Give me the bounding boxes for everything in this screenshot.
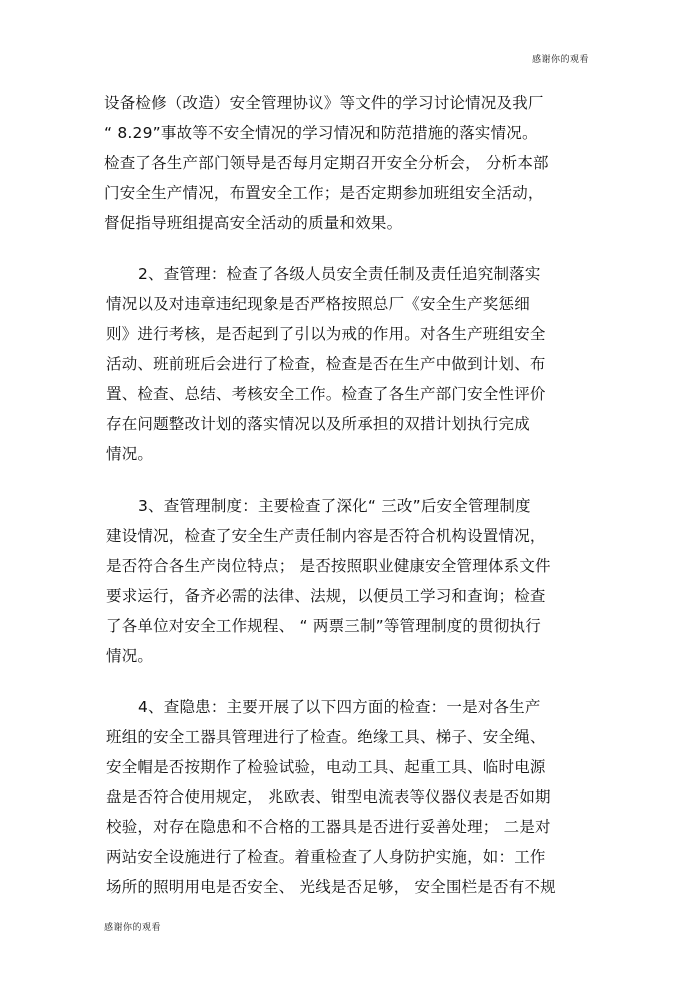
text-line: 要求运行，备齐必需的法律、法规，以便员工学习和查询；检查 bbox=[106, 587, 546, 605]
text-line: 盘是否符合使用规定， 兆欧表、钳型电流表等仪器仪表是否如期 bbox=[106, 788, 551, 806]
text-line: “ 8.29”事故等不安全情况的学习情况和防范措施的落实情况。 bbox=[104, 124, 538, 142]
footer-note: 感谢你的观看 bbox=[104, 923, 162, 933]
text-line: 存在问题整改计划的落实情况以及所承担的双措计划执行完成 bbox=[106, 415, 530, 433]
text-line: 4、查隐患：主要开展了以下四方面的检查：一是对各生产 bbox=[138, 698, 541, 716]
text-line: 3、查管理制度：主要检查了深化“ 三改”后安全管理制度 bbox=[138, 497, 531, 515]
text-line: 督促指导班组提高安全活动的质量和效果。 bbox=[104, 214, 403, 232]
text-line: 是否符合各生产岗位特点； 是否按照职业健康安全管理体系文件 bbox=[106, 557, 551, 575]
text-line: 两站安全设施进行了检查。着重检查了人身防护实施，如：工作 bbox=[106, 848, 546, 866]
text-line: 置、检查、总结、考核安全工作。检查了各生产部门安全性评价 bbox=[106, 385, 546, 403]
text-line: 场所的照明用电是否安全、 光线是否足够， 安全围栏是否有不规 bbox=[106, 878, 556, 896]
text-line: 检查了各生产部门领导是否每月定期召开安全分析会， 分析本部 bbox=[104, 154, 549, 172]
text-line: 校验，对存在隐患和不合格的工器具是否进行妥善处理； 二是对 bbox=[106, 818, 551, 836]
header-note: 感谢你的观看 bbox=[532, 55, 590, 65]
text-line: 则》进行考核，是否起到了引以为戒的作用。对各生产班组安全 bbox=[106, 325, 546, 343]
text-line: 安全帽是否按期作了检验试验，电动工具、起重工具、临时电源 bbox=[106, 758, 546, 776]
text-line: 门安全生产情况，布置安全工作；是否定期参加班组安全活动， bbox=[104, 184, 544, 202]
text-line: 2、查管理：检查了各级人员安全责任制及责任追究制落实 bbox=[138, 265, 541, 283]
text-line: 班组的安全工器具管理进行了检查。绝缘工具、梯子、安全绳、 bbox=[106, 728, 546, 746]
text-line: 设备检修（改造）安全管理协议》等文件的学习讨论情况及我厂 bbox=[104, 94, 544, 112]
text-line: 情况以及对违章违纪现象是否严格按照总厂《安全生产奖惩细 bbox=[106, 295, 530, 313]
text-line: 活动、班前班后会进行了检查，检查是否在生产中做到计划、布 bbox=[106, 355, 546, 373]
text-line: 情况。 bbox=[106, 647, 154, 665]
text-line: 建设情况，检查了安全生产责任制内容是否符合机构设置情况， bbox=[106, 527, 546, 545]
text-line: 了各单位对安全工作规程、 “ 两票三制”等管理制度的贯彻执行 bbox=[106, 617, 541, 635]
text-line: 情况。 bbox=[106, 445, 154, 463]
